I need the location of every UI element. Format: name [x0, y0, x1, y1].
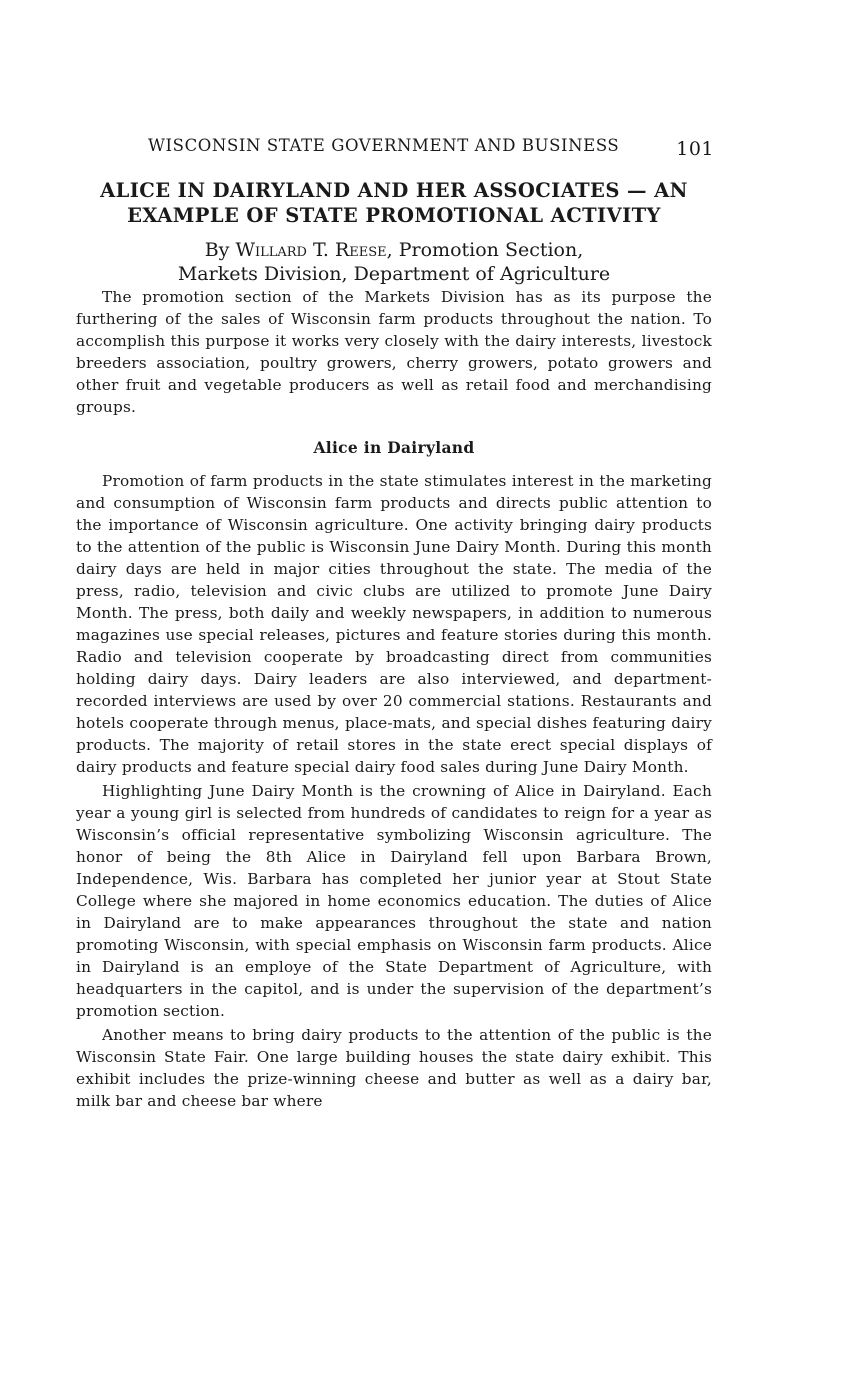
body-paragraph: Another means to bring dairy products to the attention of the public is the Wisconsin State Fair. One large building houses the state dairy exhibit. This exhibit includes the prize-winning cheese and butter as well as a dairy bar, milk bar and cheese bar where [76, 1026, 712, 1110]
author-name: Willard T. Reese [235, 239, 387, 261]
body-paragraph: Promotion of farm products in the state stimulates interest in the marketing and consumption of Wisconsin farm products and directs public attention to the importance of Wisconsin agriculture. One activity bringing dairy products to the attention of the public is Wisconsin June Dairy Month. During this month dairy days are held in major cities throughout the state. The media of the press, radio, television and civic clubs are utilized to promote June Dairy Month. The press, both daily and weekly newspapers, in addition to numerous magazines use special releases, pictures and feature stories during this month. Radio and television cooperate by broadcasting direct from communities holding dairy days. Dairy leaders are also interviewed, and department-recorded interviews are used by over 20 commercial stations. Restaurants and hotels cooperate through menus, place-mats, and special dishes featuring dairy products. The majority of retail stores in the state erect special displays of dairy products and feature special dairy food sales during June Dairy Month. [76, 472, 712, 776]
article-title [76, 178, 712, 228]
byline-line-1 [76, 238, 712, 262]
running-header [148, 132, 712, 164]
article-title-line-1: ALICE IN DAIRYLAND AND HER ASSOCIATES — AN [100, 179, 688, 202]
intro-paragraph: The promotion section of the Markets Division has as its purpose the furthering of the sales of Wisconsin farm products throughout the nation. To accomplish this purpose it works very closely with the dairy interests, livestock breeders association, poultry growers, cherry growers, potato growers and other fruit and vegetable producers as well as retail food and merchandising groups. [76, 288, 712, 416]
document-page [76, 132, 712, 1112]
body-paragraph: Highlighting June Dairy Month is the crowning of Alice in Dairyland. Each year a young girl is selected from hundreds of candidates to reign for a year as Wisconsin’s official representative symbolizing Wisconsin agriculture. The honor of being the 8th Alice in Dairyland fell upon Barbara Brown, Independence, Wis. Barbara has completed her junior year at Stout State College where she majored in home economics education. The duties of Alice in Dairyland are to make appearances throughout the state and nation promoting Wisconsin, with special emphasis on Wisconsin farm products. Alice in Dairyland is an employe of the State Department of Agriculture, with headquarters in the capitol, and is under the supervision of the department’s promotion section. [76, 782, 712, 1020]
article-body [76, 286, 712, 1112]
byline-prefix: By [204, 239, 236, 261]
running-title: WISCONSIN STATE GOVERNMENT AND BUSINESS [148, 136, 620, 155]
byline-role: , Promotion Section, [386, 239, 584, 261]
section-heading: Alice in Dairyland [313, 438, 475, 457]
byline-line-2: Markets Division, Department of Agriculture [177, 263, 611, 285]
page-number: 101 [676, 138, 714, 160]
article-title-line-2: EXAMPLE OF STATE PROMOTIONAL ACTIVITY [127, 204, 661, 227]
byline [76, 238, 712, 286]
